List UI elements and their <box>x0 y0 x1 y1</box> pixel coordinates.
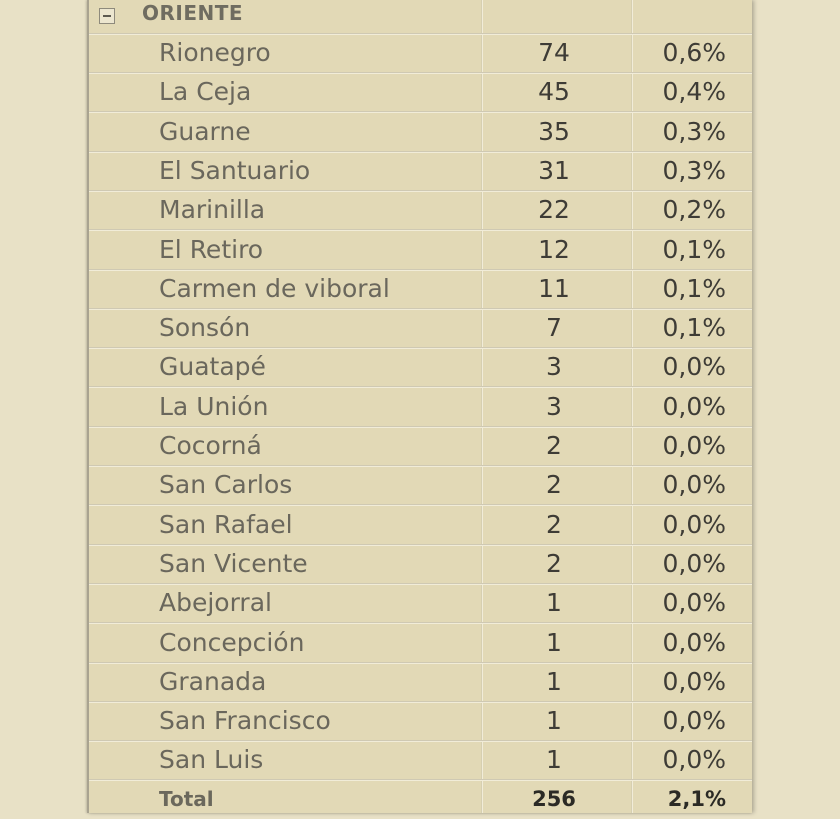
percent-value: 0,0% <box>662 509 726 539</box>
percent-value: 0,0% <box>662 706 726 736</box>
table-row <box>89 623 752 663</box>
municipality-name: San Francisco <box>159 706 331 736</box>
count-value: 1 <box>546 706 562 736</box>
matrix-table <box>87 0 752 813</box>
table-row <box>89 151 752 191</box>
count-value: 31 <box>538 155 570 185</box>
count-value: 35 <box>538 116 570 146</box>
percent-value: 0,0% <box>662 666 726 696</box>
percent-value: 0,6% <box>662 38 726 67</box>
municipality-name: La Ceja <box>159 77 252 107</box>
percent-value: 0,1% <box>662 234 726 264</box>
percent-value: 0,0% <box>662 431 726 460</box>
count-value: 22 <box>538 195 570 225</box>
municipality-name: Marinilla <box>159 195 266 225</box>
collapse-toggle-icon[interactable] <box>99 8 115 24</box>
municipality-name: San Luis <box>159 745 264 775</box>
count-value: 3 <box>546 352 562 382</box>
count-value: 74 <box>538 38 570 67</box>
table-row <box>89 72 752 112</box>
municipality-name: La Unión <box>159 391 269 421</box>
total-label: Total <box>159 787 214 811</box>
table-row <box>89 190 752 230</box>
total-percent: 2,1% <box>667 787 726 811</box>
total-count: 256 <box>532 787 576 811</box>
total-row <box>89 780 752 819</box>
municipality-name: San Vicente <box>159 548 308 578</box>
group-header-row <box>89 0 752 34</box>
municipality-name: Rionegro <box>159 38 271 67</box>
count-value: 1 <box>546 627 562 657</box>
table-row <box>89 308 752 348</box>
count-value: 2 <box>546 470 562 500</box>
count-value: 45 <box>538 77 570 107</box>
table-row <box>89 583 752 623</box>
municipality-name: San Rafael <box>159 509 293 539</box>
table-row <box>89 387 752 427</box>
percent-value: 0,0% <box>662 352 726 382</box>
percent-value: 0,0% <box>662 588 726 618</box>
table-row <box>89 269 752 309</box>
count-value: 11 <box>538 273 570 303</box>
count-value: 2 <box>546 431 562 460</box>
table-row <box>89 426 752 466</box>
count-value: 12 <box>538 234 570 264</box>
municipality-name: Carmen de viboral <box>159 273 390 303</box>
count-value: 3 <box>546 391 562 421</box>
count-value: 2 <box>546 509 562 539</box>
count-value: 1 <box>546 666 562 696</box>
municipality-name: Granada <box>159 666 267 696</box>
percent-value: 0,2% <box>662 195 726 225</box>
table-row <box>89 230 752 270</box>
percent-value: 0,0% <box>662 548 726 578</box>
municipality-name: Concepción <box>159 627 305 657</box>
municipality-name: Abejorral <box>159 588 272 618</box>
municipality-name: El Santuario <box>159 155 311 185</box>
percent-value: 0,0% <box>662 745 726 775</box>
count-value: 1 <box>546 745 562 775</box>
percent-value: 0,3% <box>662 116 726 146</box>
percent-value: 0,4% <box>662 77 726 107</box>
percent-value: 0,1% <box>662 273 726 303</box>
municipality-name: San Carlos <box>159 470 293 500</box>
group-name: ORIENTE <box>142 1 244 25</box>
percent-value: 0,0% <box>662 470 726 500</box>
table-row <box>89 701 752 741</box>
percent-value: 0,3% <box>662 155 726 185</box>
table-row <box>89 33 752 73</box>
municipality-name: El Retiro <box>159 234 264 264</box>
table-row <box>89 465 752 505</box>
table-row <box>89 112 752 152</box>
table-row <box>89 662 752 702</box>
count-value: 1 <box>546 588 562 618</box>
table-row <box>89 740 752 780</box>
count-value: 2 <box>546 548 562 578</box>
count-value: 7 <box>546 313 562 343</box>
percent-value: 0,0% <box>662 391 726 421</box>
table-row <box>89 505 752 545</box>
percent-value: 0,0% <box>662 627 726 657</box>
table-row <box>89 544 752 584</box>
municipality-name: Sonsón <box>159 313 251 343</box>
municipality-name: Cocorná <box>159 431 262 460</box>
municipality-name: Guatapé <box>159 352 266 382</box>
percent-value: 0,1% <box>662 313 726 343</box>
municipality-name: Guarne <box>159 116 251 146</box>
table-row <box>89 347 752 387</box>
